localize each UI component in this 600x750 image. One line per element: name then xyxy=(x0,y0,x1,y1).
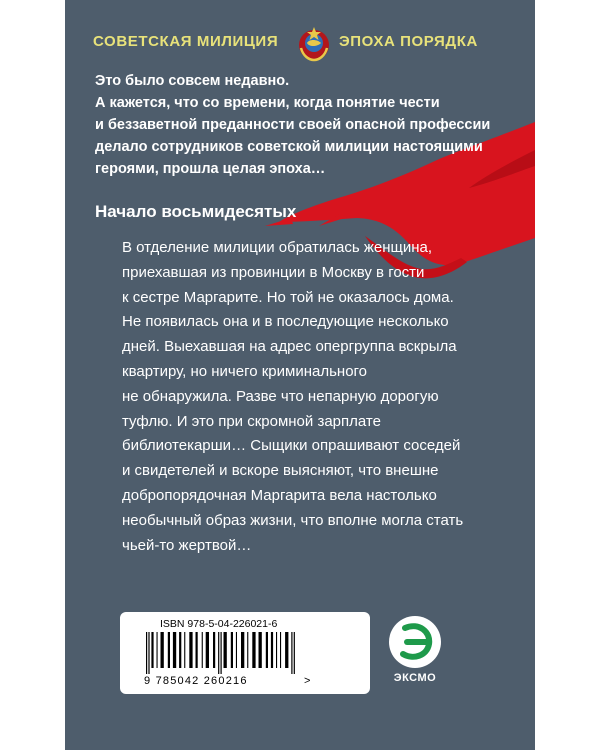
barcode-bar xyxy=(168,632,170,668)
barcode-bar xyxy=(280,632,281,668)
synopsis-line: добропорядочная Маргарита вела настолько xyxy=(122,486,437,504)
barcode-bar xyxy=(189,632,192,668)
barcode-bar xyxy=(276,632,277,668)
synopsis-line: к сестре Маргарите. Но той не оказалось дома. xyxy=(122,288,454,306)
soviet-emblem-icon xyxy=(295,24,333,64)
synopsis-line: библиотекарши… Сыщики опрашивают соседей xyxy=(122,437,461,455)
barcode-bar xyxy=(161,632,164,668)
barcode-bar xyxy=(179,632,181,668)
barcode-bar xyxy=(285,632,288,668)
barcode-bar xyxy=(291,632,292,674)
intro-line: Это было совсем недавно. xyxy=(95,73,290,89)
barcode-panel xyxy=(120,612,370,694)
synopsis-line: Не появилась она и в последующие несколько xyxy=(122,313,449,331)
barcode-bar xyxy=(252,632,255,668)
synopsis-line: и свидетелей и вскоре выясняют, что внешне xyxy=(122,462,439,480)
barcode-bar xyxy=(259,632,262,668)
barcode-bar xyxy=(202,632,203,668)
section-title: Начало восьмидесятых xyxy=(95,202,297,221)
barcode-digits: 9 785042 260216 xyxy=(144,675,248,687)
barcode-bar xyxy=(151,632,153,668)
barcode-bar xyxy=(213,632,215,668)
synopsis-paragraph xyxy=(122,236,522,558)
barcode-bar xyxy=(231,632,233,668)
intro-line: и беззаветной преданности своей опасной профессии xyxy=(95,117,491,133)
barcode-arrow: > xyxy=(304,675,311,687)
barcode-bar xyxy=(247,632,248,668)
intro-line: делало сотрудников советской милиции настоящими xyxy=(95,139,483,155)
synopsis-line: не обнаружила. Разве что непарную дорогую xyxy=(122,387,439,405)
synopsis-line: В отделение милиции обратилась женщина, xyxy=(122,239,433,256)
barcode-bar xyxy=(173,632,176,668)
synopsis-line: квартиру, но ничего криминального xyxy=(122,362,368,380)
intro-paragraph xyxy=(95,70,515,180)
barcode-bar xyxy=(146,632,147,674)
barcode-bar xyxy=(271,632,273,668)
barcode-bar xyxy=(236,632,237,668)
barcode-bar xyxy=(218,632,219,674)
intro-line: А кажется, что со времени, когда понятие чести xyxy=(95,95,440,111)
barcode-bar xyxy=(184,632,185,668)
barcode-bar xyxy=(224,632,227,668)
series-header xyxy=(93,24,507,64)
book-back-cover xyxy=(65,0,535,750)
synopsis-line: приехавшая из провинции в Москву в гости xyxy=(122,263,425,281)
series-name-right: ЭПОХА ПОРЯДКА xyxy=(339,33,478,50)
barcode-bar xyxy=(206,632,209,668)
barcode-bar xyxy=(294,632,295,674)
barcode-bar xyxy=(157,632,158,668)
publisher-name: ЭКСМО xyxy=(393,672,437,684)
barcode-bar xyxy=(196,632,198,668)
synopsis-line: туфлю. И это при скромной зарплате xyxy=(122,412,381,430)
barcode-bar xyxy=(221,632,222,674)
synopsis-line: чьей-то жертвой… xyxy=(122,536,252,554)
synopsis-line: необычный образ жизни, что вполне могла стать xyxy=(122,511,464,529)
barcode-image xyxy=(144,632,310,674)
barcode-bar xyxy=(266,632,268,668)
isbn-label: ISBN 978-5-04-226021-6 xyxy=(160,618,278,630)
series-name-left: СОВЕТСКАЯ МИЛИЦИЯ xyxy=(93,33,279,50)
barcode-bar xyxy=(241,632,244,668)
synopsis-line: дней. Выехавшая на адрес опергруппа вскрыла xyxy=(122,338,457,356)
barcode-bar xyxy=(148,632,149,674)
intro-line: героями, прошла целая эпоха… xyxy=(95,161,326,177)
